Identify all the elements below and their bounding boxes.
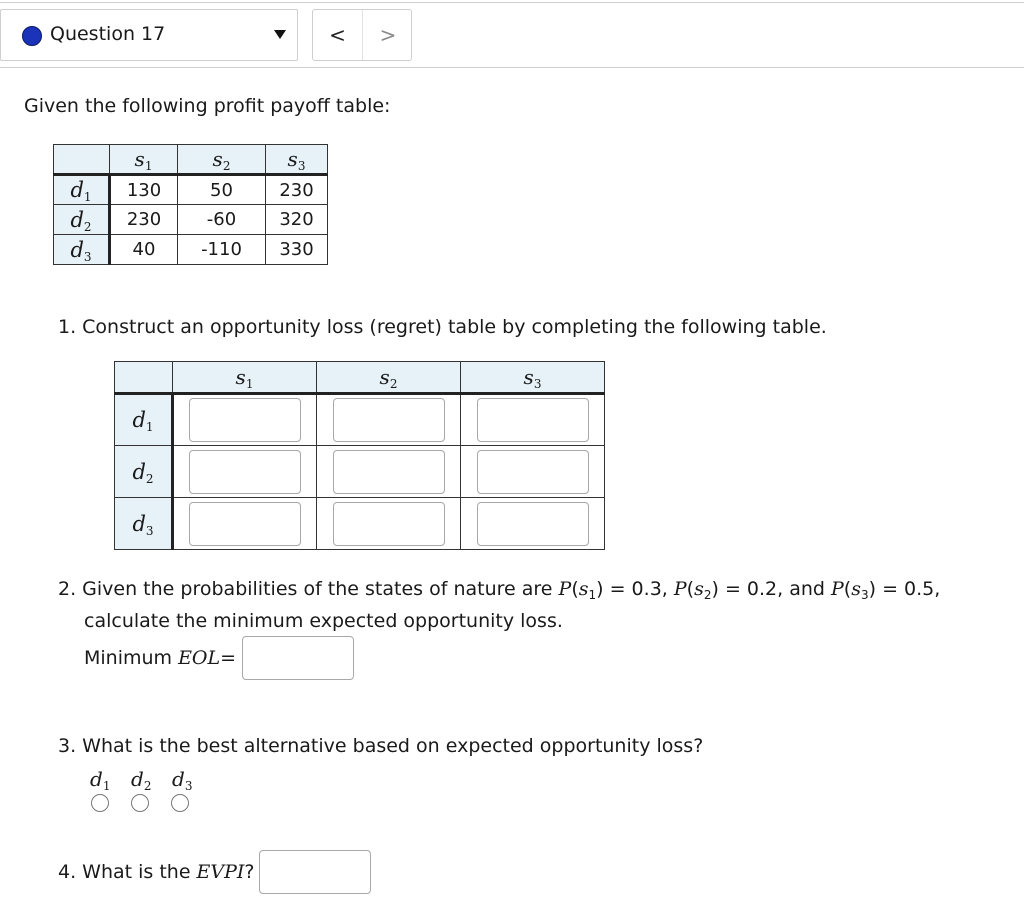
regret-row-header: $d_1$ [115,394,173,446]
table-row [54,175,328,205]
regret-input-d3-s3[interactable] [477,502,589,546]
payoff-cell: 130 [110,175,178,205]
payoff-col-header: $s_3$ [266,145,328,175]
regret-col-header: $s_3$ [461,362,605,394]
question-2-subtext: calculate the minimum expected opportunity loss. [84,610,563,632]
payoff-cell: 50 [178,175,266,205]
alternative-labels [90,767,213,791]
payoff-corner-cell [54,145,110,175]
table-row [54,205,328,235]
regret-input-d3-s2[interactable] [333,502,445,546]
payoff-cell: 230 [110,205,178,235]
regret-cell [173,446,317,498]
payoff-table [53,144,328,265]
regret-input-d2-s2[interactable] [333,450,445,494]
regret-input-d3-s1[interactable] [189,502,301,546]
header-divider [0,67,1024,68]
payoff-cell: -60 [178,205,266,235]
radio-d3[interactable] [171,794,189,812]
alternative-label: $d_3$ [172,767,193,793]
payoff-cell: 320 [266,205,328,235]
regret-col-header: $s_1$ [173,362,317,394]
regret-input-d1-s3[interactable] [477,398,589,442]
table-row [54,235,328,265]
regret-row-header: $d_3$ [115,498,173,550]
question-label: Question 17 [50,23,166,45]
question-navigation [312,9,412,61]
payoff-cell: 40 [110,235,178,265]
eol-equals: = [220,647,237,669]
regret-cell [317,446,461,498]
regret-row-header: $d_2$ [115,446,173,498]
regret-table [114,361,605,550]
dropdown-caret-icon[interactable] [274,30,286,39]
regret-col-header: $s_2$ [317,362,461,394]
intro-text: Given the following profit payoff table: [24,95,391,117]
question-4-row [58,850,371,894]
payoff-row-header: $d_3$ [54,235,110,265]
payoff-header-row [54,145,328,175]
payoff-row-header: $d_1$ [54,175,110,205]
evpi-input[interactable] [259,850,371,894]
alternative-radio-group [91,794,211,812]
alternative-label: $d_1$ [90,767,111,793]
regret-cell [461,498,605,550]
regret-cell [461,394,605,446]
regret-cell [461,446,605,498]
eol-math-label: EOL [178,647,221,669]
question-3-text: 3. What is the best alternative based on expected opportunity loss? [58,735,704,757]
question-1-text: 1. Construct an opportunity loss (regret) table by completing the following table. [58,316,827,338]
question-2-text: 2. Given the probabilities of the states of nature are $P(s_1) = 0.3$, $P(s_2) = 0.2$, and $P(s_3) = 0.5$, [58,578,941,602]
payoff-cell: -110 [178,235,266,265]
payoff-row-header: $d_2$ [54,205,110,235]
regret-cell [173,394,317,446]
question-status-icon [22,26,42,46]
regret-cell [317,498,461,550]
eol-answer-row [84,636,354,680]
regret-input-d1-s2[interactable] [333,398,445,442]
radio-d1[interactable] [91,794,109,812]
table-row [115,498,605,550]
question-selector[interactable] [0,9,298,61]
regret-input-d1-s1[interactable] [189,398,301,442]
regret-cell [173,498,317,550]
question-4-suffix: ? [244,861,255,883]
radio-d2[interactable] [131,794,149,812]
regret-header-row [115,362,605,394]
evpi-math-label: EVPI [196,861,245,883]
next-question-button[interactable]: > [379,23,397,47]
alternative-label: $d_2$ [131,767,152,793]
previous-question-button[interactable]: < [313,10,363,60]
regret-input-d2-s3[interactable] [477,450,589,494]
eol-label: Minimum [84,647,173,669]
regret-corner-cell [115,362,173,394]
payoff-cell: 330 [266,235,328,265]
payoff-col-header: $s_2$ [178,145,266,175]
table-row [115,446,605,498]
top-border [0,2,1024,3]
payoff-col-header: $s_1$ [110,145,178,175]
question-4-text: 4. What is the [58,861,191,883]
regret-cell [317,394,461,446]
payoff-cell: 230 [266,175,328,205]
table-row [115,394,605,446]
regret-input-d2-s1[interactable] [189,450,301,494]
min-eol-input[interactable] [242,636,354,680]
